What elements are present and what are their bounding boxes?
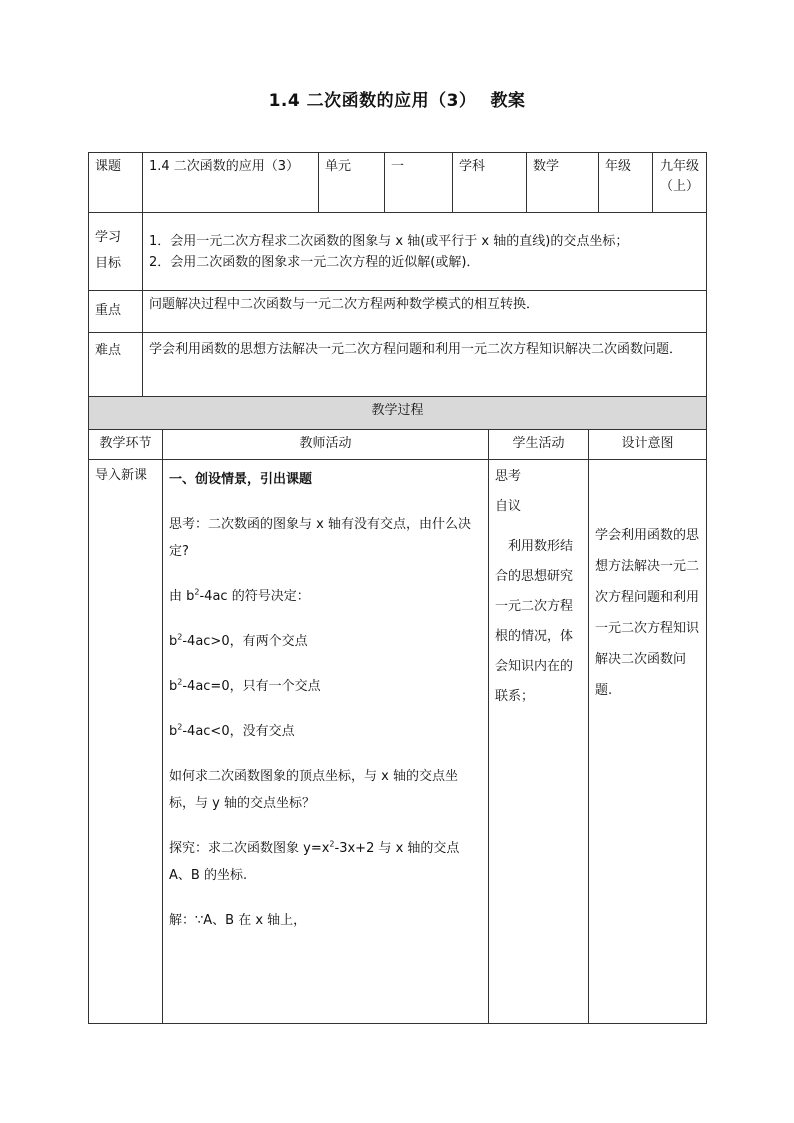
mubiao-item: 2．会用二次函数的图象求一元二次方程的近似解(或解)． (149, 255, 480, 270)
teacher-decide: 由 $b^2-4ac$ 的符号决定： (169, 587, 310, 604)
teacher-heading: 一、创设情景，引出课题 (169, 472, 313, 487)
teacher-case-2: $b^2-4ac=0$，只有一个交点 (169, 677, 321, 694)
danyuan-value: 一 (385, 153, 453, 213)
zhongdian-value: 问题解决过程中二次函数与一元二次方程两种数学模式的相互转换． (143, 291, 707, 333)
mubiao-label (89, 213, 143, 291)
lesson-info-table (88, 152, 707, 397)
mubiao-content (143, 213, 707, 291)
keti-label: 课题 (89, 153, 143, 213)
nianji-value-line2: （上） (659, 179, 699, 194)
design-intent: 学会利用函数的思想方法解决一元二次方程问题和利用一元二次方程知识解决二次函数问题. (589, 460, 707, 1024)
header-teacher: 教师活动 (163, 430, 489, 460)
header-design: 设计意图 (589, 430, 707, 460)
nandian-label: 难点 (89, 333, 143, 397)
teacher-case-1: $b^2-4ac>0$，有两个交点 (169, 632, 308, 649)
xueke-value: 数学 (527, 153, 599, 213)
header-student: 学生活动 (489, 430, 589, 460)
student-discuss: 自议 (495, 499, 522, 514)
teacher-case-3: $b^2-4ac<0$，没有交点 (169, 722, 295, 739)
stage-cell: 导入新课 (89, 460, 163, 1024)
teaching-process-table (88, 396, 707, 1024)
process-band: 教学过程 (89, 397, 707, 430)
page-title (0, 86, 794, 111)
keti-value: 1.4 二次函数的应用（3） (143, 153, 319, 213)
nandian-value: 学会利用函数的思想方法解决一元二次方程问题和利用一元二次方程知识解决二次函数问题． (143, 333, 707, 397)
mubiao-label-line2: 目标 (95, 256, 122, 271)
teacher-ask: 如何求二次函数图象的顶点坐标，与 x 轴的交点坐标，与 y 轴的交点坐标？ (169, 769, 458, 811)
teacher-solve: 解：∵A、B 在 x 轴上， (169, 913, 307, 928)
xueke-label: 学科 (453, 153, 527, 213)
mubiao-item: 1．会用一元二次方程求二次函数的图象与 x 轴(或平行于 x 轴的直线)的交点坐标； (149, 234, 629, 249)
teacher-explore: 探究：求二次函数图象 $y=x^2-3x+2$ 与 x 轴的交点 A、B 的坐标. (169, 839, 460, 883)
mubiao-label-line1: 学习 (95, 230, 122, 245)
student-note: 利用数形结合的思想研究一元二次方程根的情况，体会知识内在的联系； (495, 539, 574, 704)
teacher-think: 思考：二次数函的图象与 x 轴有没有交点，由什么决定? (169, 517, 471, 559)
nianji-value (653, 153, 707, 213)
teacher-activity (163, 460, 489, 1024)
nianji-value-line1: 九年级 (659, 159, 699, 174)
title-suffix: 教案 (490, 91, 526, 111)
student-activity (489, 460, 589, 1024)
danyuan-label: 单元 (319, 153, 385, 213)
zhongdian-label: 重点 (89, 291, 143, 333)
nianji-label: 年级 (599, 153, 653, 213)
title-main: 1.4 二次函数的应用（3） (268, 91, 477, 111)
student-think: 思考 (495, 469, 522, 484)
header-stage: 教学环节 (89, 430, 163, 460)
